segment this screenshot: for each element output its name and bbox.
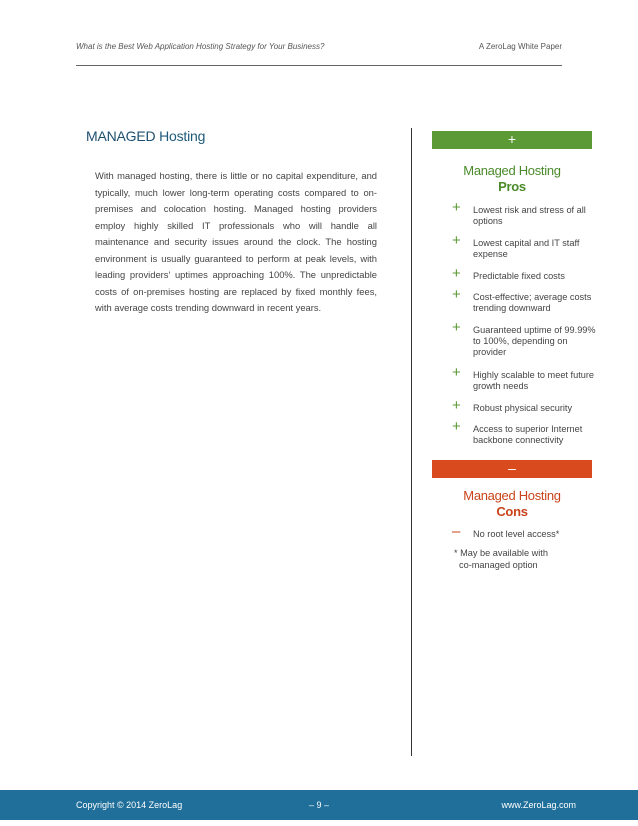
column-divider [411, 128, 412, 756]
plus-icon: + [452, 286, 461, 303]
footer-copyright: Copyright © 2014 ZeroLag [76, 800, 183, 810]
cons-footnote: * May be available with co-managed option [454, 548, 548, 570]
section-title-rest: Hosting [155, 128, 206, 144]
plus-icon: + [452, 265, 461, 282]
pros-title-line1: Managed Hosting [463, 163, 561, 178]
pros-title [432, 163, 592, 195]
header-label: A ZeroLag White Paper [478, 42, 562, 51]
cons-banner: – [432, 460, 592, 478]
cons-title-line2: Cons [496, 504, 528, 519]
page-number: – 9 – [308, 800, 330, 810]
header-divider [76, 65, 562, 66]
plus-icon: + [452, 418, 461, 435]
section-title-strong: MANAGED [86, 128, 156, 144]
cons-title [432, 488, 592, 520]
plus-icon: + [452, 232, 461, 249]
plus-icon: + [452, 364, 461, 381]
section-body: With managed hosting, there is little or no capital expenditure, and typically, much lower long-term operating costs compared to on-premises and colocation hosting. Managed hosting providers employ highly skilled IT professionals who will handle all maintenance and security issues around the clock. The hosting environment is usually guaranteed to perform at peak levels, with leading providers' uptimes approaching 100%. The unpredictable costs of on-premises hosting are replaced by fixed monthly fees, with average costs trending downward in recent years. [95, 170, 377, 313]
pros-banner: + [432, 131, 592, 149]
header-title: What is the Best Web Application Hosting Strategy for Your Business? [76, 42, 325, 51]
plus-icon: + [452, 199, 461, 216]
section-title [86, 128, 205, 144]
plus-icon: + [452, 319, 461, 336]
cons-title-line1: Managed Hosting [463, 488, 561, 503]
footer-website: www.ZeroLag.com [501, 800, 576, 810]
footer-bar [0, 790, 638, 820]
minus-icon: – [452, 523, 461, 540]
pros-title-line2: Pros [498, 179, 526, 194]
plus-icon: + [452, 397, 461, 414]
